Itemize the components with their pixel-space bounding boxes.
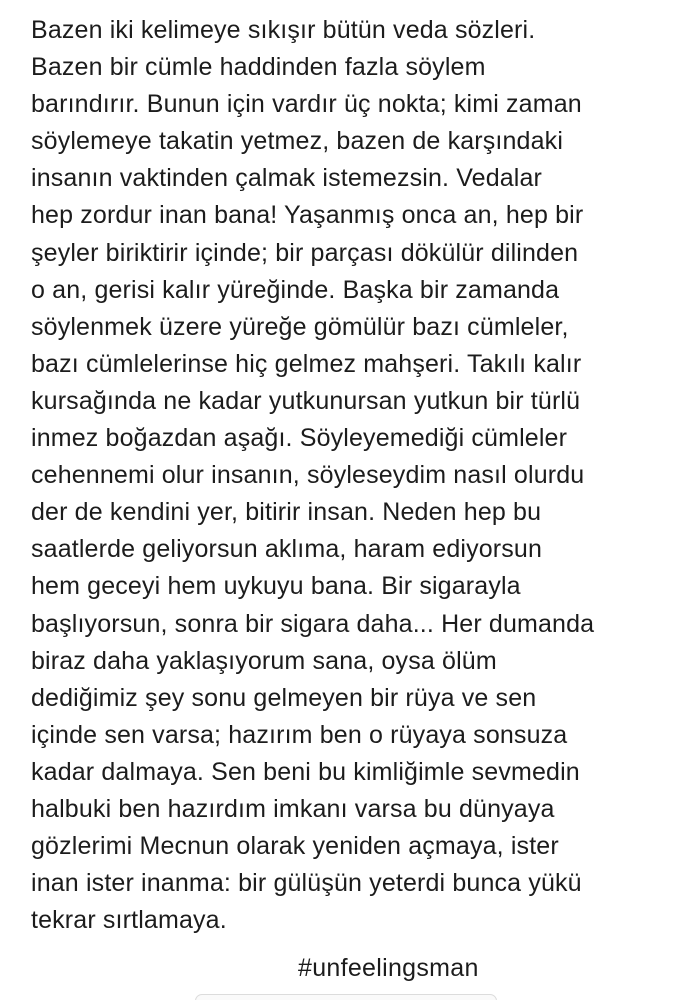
post-text-line: Bazen iki kelimeye sıkışır bütün veda sözleri. — [31, 16, 536, 44]
post-text-line: Bazen bir cümle haddinden fazla söylem — [31, 53, 486, 82]
post-text-line: dediğimiz şey sonu gelmeyen bir rüya ve sen — [31, 683, 537, 712]
post-text-line: hem geceyi hem uykuyu bana. Bir sigarayla — [31, 572, 521, 601]
post-text-line: söylemeye takatin yetmez, bazen de karşındaki — [31, 127, 564, 156]
post-text-line: şeyler biriktirir içinde; bir parçası dökülür dilinden — [31, 238, 579, 267]
post-text-line: inmez boğazdan aşağı. Söyleyemediği cümleler — [31, 424, 568, 453]
cropped-ui-element — [195, 994, 497, 1000]
post-text-line: halbuki ben hazırdım imkanı varsa bu dünyaya — [31, 794, 555, 823]
post-text-line: gözlerimi Mecnun olarak yeniden açmaya, ister — [31, 832, 559, 861]
post-text-line: inan ister inanma: bir gülüşün yeterdi bunca yükü — [31, 869, 582, 898]
post-text-line: tekrar sırtlamaya. — [31, 906, 227, 935]
post-text-line: içinde sen varsa; hazırım ben o rüyaya sonsuza — [31, 720, 568, 749]
post-text-line: saatlerde geliyorsun aklıma, haram ediyorsun — [31, 535, 543, 564]
post-text-line: söylenmek üzere yüreğe gömülür bazı cümleler, — [31, 312, 569, 341]
post-text-line: insanın vaktinden çalmak istemezsin. Vedalar — [31, 164, 543, 193]
post-text-line: kadar dalmaya. Sen beni bu kimliğimle sevmedin — [31, 757, 580, 786]
post-text-line: der de kendini yer, bitirir insan. Neden hep bu — [31, 498, 542, 527]
post-text-line: barındırır. Bunun için vardır üç nokta; kimi zaman — [31, 90, 582, 119]
post-text-line: cehennemi olur insanın, söyleseydim nasıl olurdu — [31, 461, 585, 490]
hashtag-link[interactable]: #unfeelingsman — [298, 954, 479, 982]
post-text-line: biraz daha yaklaşıyorum sana, oysa ölüm — [31, 646, 497, 675]
post-text-line: başlıyorsun, sonra bir sigara daha... Her dumanda — [31, 609, 595, 638]
post-text-line: kursağında ne kadar yutkunursan yutkun bir türlü — [31, 386, 581, 415]
post-text-line: hep zordur inan bana! Yaşanmış onca an, hep bir — [31, 201, 584, 230]
post-body-text — [31, 12, 671, 939]
post-text-line: o an, gerisi kalır yüreğinde. Başka bir zamanda — [31, 275, 560, 304]
post-text-line: bazı cümlelerinse hiç gelmez mahşeri. Takılı kalır — [31, 349, 582, 378]
